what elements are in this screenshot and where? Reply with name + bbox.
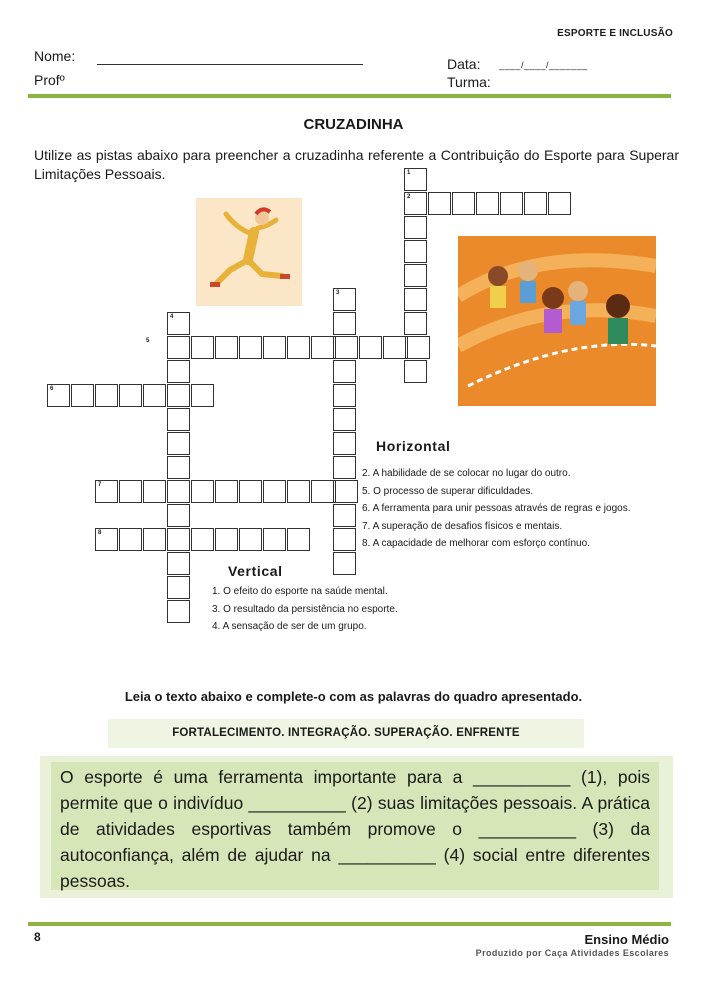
crossword-cell[interactable] bbox=[95, 384, 118, 407]
page-title: CRUZADINHA bbox=[303, 116, 404, 133]
name-label: Nome: bbox=[34, 48, 76, 64]
crossword-cell[interactable] bbox=[167, 576, 190, 599]
crossword-cell[interactable] bbox=[119, 480, 142, 503]
clue-number: 8 bbox=[98, 530, 102, 536]
crossword-cell[interactable] bbox=[143, 480, 166, 503]
vertical-clues-list bbox=[212, 583, 398, 636]
prof-label: Profº bbox=[34, 72, 65, 88]
crossword-cell[interactable] bbox=[263, 480, 286, 503]
clue-number: 1 bbox=[407, 170, 411, 176]
crossword-cell[interactable] bbox=[333, 528, 356, 551]
crossword-cell[interactable] bbox=[333, 432, 356, 455]
crossword-cell[interactable] bbox=[71, 384, 94, 407]
crossword-cell[interactable] bbox=[287, 528, 310, 551]
crossword-cell[interactable] bbox=[333, 312, 356, 335]
crossword-cell[interactable] bbox=[167, 384, 190, 407]
education-level: Ensino Médio bbox=[584, 932, 669, 947]
crossword-cell[interactable] bbox=[191, 336, 214, 359]
vertical-clue: 4. A sensação de ser de um grupo. bbox=[212, 621, 367, 632]
credit-line: Produzido por Caça Atividades Escolares bbox=[475, 948, 669, 958]
clue-number: 2 bbox=[407, 194, 411, 200]
header-divider bbox=[28, 94, 671, 98]
name-line[interactable] bbox=[97, 64, 363, 65]
crossword-cell[interactable] bbox=[404, 288, 427, 311]
crossword-cell[interactable] bbox=[548, 192, 571, 215]
crossword-cell[interactable] bbox=[215, 336, 238, 359]
crossword-cell[interactable] bbox=[119, 528, 142, 551]
vertical-clue: 3. O resultado da persistência no esporte. bbox=[212, 603, 398, 615]
crossword-cell[interactable] bbox=[167, 600, 190, 623]
footer-divider bbox=[28, 922, 671, 926]
crossword-cell[interactable] bbox=[167, 336, 190, 359]
crossword-cell[interactable] bbox=[333, 360, 356, 383]
date-blank[interactable]: ____/____/_______ bbox=[499, 60, 588, 70]
horizontal-clue: 6. A ferramenta para unir pessoas através de regras e jogos. bbox=[362, 503, 631, 514]
crossword-cell[interactable] bbox=[167, 504, 190, 527]
crossword-cell[interactable] bbox=[167, 456, 190, 479]
clue-number: 5 bbox=[146, 338, 150, 344]
crossword-cell[interactable] bbox=[263, 528, 286, 551]
crossword-cell[interactable] bbox=[191, 480, 214, 503]
race-illustration bbox=[458, 236, 656, 406]
crossword-cell[interactable] bbox=[404, 312, 427, 335]
instructions: Utilize as pistas abaixo para preencher a cruzadinha referente a Contribuição do Esporte para Superar Limitações Pessoais. bbox=[34, 147, 679, 182]
crossword-cell[interactable] bbox=[239, 480, 262, 503]
crossword-cell[interactable] bbox=[404, 216, 427, 239]
crossword-cell[interactable] bbox=[383, 336, 406, 359]
crossword-cell[interactable] bbox=[119, 384, 142, 407]
crossword-cell[interactable] bbox=[359, 336, 382, 359]
crossword-cell[interactable] bbox=[452, 192, 475, 215]
date-label: Data: bbox=[447, 56, 481, 72]
runner-illustration bbox=[196, 198, 302, 306]
crossword-cell[interactable] bbox=[263, 336, 286, 359]
horizontal-clue: 2. A habilidade de se colocar no lugar do outro. bbox=[362, 468, 571, 479]
horizontal-clue: 8. A capacidade de melhorar com esforço contínuo. bbox=[362, 538, 590, 549]
clue-number: 6 bbox=[50, 386, 54, 392]
crossword-cell[interactable] bbox=[167, 480, 190, 503]
clue-number: 4 bbox=[170, 314, 174, 320]
horizontal-clues-list bbox=[362, 465, 631, 553]
crossword-cell[interactable] bbox=[167, 432, 190, 455]
horizontal-clues-title: Horizontal bbox=[376, 438, 451, 454]
header-tag: ESPORTE E INCLUSÃO bbox=[557, 28, 673, 39]
crossword-cell[interactable] bbox=[407, 336, 430, 359]
crossword-cell[interactable] bbox=[143, 528, 166, 551]
class-label: Turma: bbox=[447, 74, 491, 90]
crossword-cell[interactable] bbox=[476, 192, 499, 215]
crossword-cell[interactable] bbox=[191, 528, 214, 551]
crossword-cell[interactable] bbox=[333, 456, 356, 479]
crossword-cell[interactable] bbox=[287, 480, 310, 503]
crossword-cell[interactable] bbox=[167, 360, 190, 383]
crossword-cell[interactable] bbox=[335, 480, 358, 503]
clue-number: 3 bbox=[336, 290, 340, 296]
crossword-cell[interactable] bbox=[239, 336, 262, 359]
crossword-cell[interactable] bbox=[239, 528, 262, 551]
crossword-cell[interactable] bbox=[333, 408, 356, 431]
crossword-cell[interactable] bbox=[215, 528, 238, 551]
crossword-cell[interactable] bbox=[143, 384, 166, 407]
fill-in-paragraph: O esporte é uma ferramenta importante para a __________ (1), pois permite que o indivíduo __________ (2) suas limitações pessoais. A prática de atividades esportivas também promove o __________ (3) da autoconfiança, além de ajudar na __________ (4) social entre diferentes pessoas. bbox=[60, 767, 650, 891]
crossword-cell[interactable] bbox=[404, 240, 427, 263]
crossword-cell[interactable] bbox=[333, 384, 356, 407]
crossword-cell[interactable] bbox=[428, 192, 451, 215]
crossword-cell[interactable] bbox=[167, 552, 190, 575]
vertical-clue: 1. O efeito do esporte na saúde mental. bbox=[212, 586, 388, 597]
crossword-cell[interactable] bbox=[311, 480, 334, 503]
vertical-clues-title: Vertical bbox=[228, 563, 283, 579]
crossword-cell[interactable] bbox=[335, 336, 358, 359]
crossword-cell[interactable] bbox=[333, 504, 356, 527]
crossword-cell[interactable] bbox=[500, 192, 523, 215]
crossword-cell[interactable] bbox=[524, 192, 547, 215]
crossword-cell[interactable] bbox=[215, 480, 238, 503]
crossword-cell[interactable] bbox=[191, 384, 214, 407]
exercise-instruction: Leia o texto abaixo e complete-o com as palavras do quadro apresentado. bbox=[124, 689, 583, 704]
crossword-cell[interactable] bbox=[287, 336, 310, 359]
word-bank: FORTALECIMENTO. INTEGRAÇÃO. SUPERAÇÃO. ENFRENTE bbox=[108, 719, 584, 748]
crossword-cell[interactable] bbox=[311, 336, 334, 359]
crossword-cell[interactable] bbox=[404, 360, 427, 383]
horizontal-clue: 5. O processo de superar dificuldades. bbox=[362, 485, 534, 497]
horizontal-clue: 7. A superação de desafios físicos e mentais. bbox=[362, 520, 563, 532]
crossword-cell[interactable] bbox=[167, 408, 190, 431]
crossword-cell[interactable] bbox=[404, 264, 427, 287]
page-number: 8 bbox=[34, 930, 41, 944]
crossword-cell[interactable] bbox=[333, 552, 356, 575]
crossword-cell[interactable] bbox=[167, 528, 190, 551]
clue-number: 7 bbox=[98, 482, 102, 488]
